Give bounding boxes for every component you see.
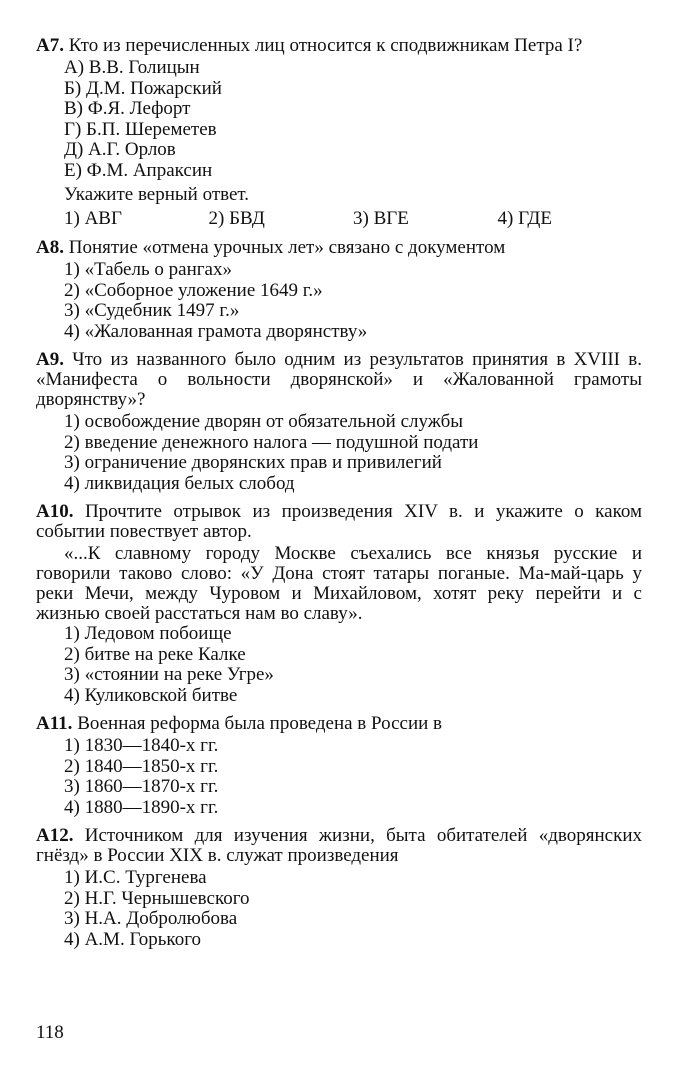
- option: 3) «Судебник 1497 г.»: [64, 300, 240, 321]
- option: Е) Ф.М. Апраксин: [64, 159, 213, 181]
- option: 4) ликвидация белых слобод: [64, 472, 295, 494]
- option: 1) Ледовом побоище: [64, 623, 232, 644]
- option-list: [64, 412, 642, 494]
- question-number: А10.: [36, 501, 74, 522]
- question-stem: [36, 826, 642, 866]
- question-a11: [36, 714, 642, 818]
- answer-choice: 2) БВД: [208, 208, 265, 229]
- question-a12: [36, 826, 642, 950]
- question-stem: [36, 350, 642, 410]
- question-text: Что из названного было одним из результатов принятия в XVIII в. «Манифеста о вольности дворянской» и «Жалованной грамоты дворянству»?: [36, 349, 642, 410]
- option-list: [64, 736, 642, 818]
- option: 4) 1880—1890-х гг.: [64, 796, 219, 818]
- option: 1) освобождение дворян от обязательной службы: [64, 411, 464, 432]
- answer-choice: 4) ГДЕ: [497, 208, 552, 229]
- source-quote: «...К славному городу Москве съехались все князья русские и говорили таково слово: «У Дона стоят татары поганые. Ма-май-царь у реки Мечи, между Чуровом и Михайловом, хотят реку перейти и с жизнью своей расстаться нам во славу».: [36, 543, 642, 624]
- option: Г) Б.П. Шереметев: [64, 118, 217, 140]
- option: 3) Н.А. Добролюбова: [64, 908, 238, 929]
- option-list: [64, 624, 642, 706]
- option: 3) ограничение дворянских прав и привилегий: [64, 452, 442, 473]
- question-number: А8.: [36, 237, 64, 258]
- question-a10: [36, 502, 642, 706]
- option: 4) А.М. Горького: [64, 928, 202, 950]
- option: 2) 1840—1850-х гг.: [64, 755, 219, 777]
- question-number: А9.: [36, 349, 64, 370]
- question-text: Кто из перечисленных лиц относится к сподвижникам Петра I?: [68, 35, 583, 56]
- question-a9: [36, 350, 642, 494]
- option-list: [64, 260, 642, 342]
- answer-choice: 1) АВГ: [64, 208, 122, 229]
- option: 3) 1860—1870-х гг.: [64, 776, 219, 797]
- question-a7: [36, 36, 642, 230]
- question-stem: [36, 714, 642, 734]
- question-text: Военная реформа была проведена в России в: [77, 713, 443, 734]
- option: 4) Куликовской битве: [64, 684, 238, 706]
- option: 1) «Табель о рангах»: [64, 259, 232, 280]
- question-text: Источником для изучения жизни, быта обитателей «дворянских гнёзд» в России XIX в. служат произведения: [36, 825, 642, 866]
- question-stem: [36, 238, 642, 258]
- question-number: А12.: [36, 825, 74, 846]
- answer-choice: 3) ВГЕ: [353, 208, 409, 229]
- option-list: [64, 58, 642, 181]
- option: Б) Д.М. Пожарский: [64, 77, 222, 99]
- option: Д) А.Г. Орлов: [64, 139, 176, 160]
- option: 2) введение денежного налога — подушной подати: [64, 431, 479, 453]
- page-number: 118: [36, 1022, 64, 1043]
- option: 2) «Соборное уложение 1649 г.»: [64, 279, 323, 301]
- option: 2) Н.Г. Чернышевского: [64, 887, 250, 909]
- option-list: [64, 868, 642, 950]
- question-number: А11.: [36, 713, 73, 734]
- page-content: [36, 36, 642, 958]
- option: А) В.В. Голицын: [64, 57, 200, 78]
- option: 2) битве на реке Калке: [64, 643, 246, 665]
- question-number: А7.: [36, 35, 64, 56]
- question-stem: [36, 36, 642, 56]
- option: 4) «Жалованная грамота дворянству»: [64, 320, 368, 342]
- question-text: Понятие «отмена урочных лет» связано с документом: [68, 237, 506, 258]
- question-a8: [36, 238, 642, 342]
- option: 3) «стоянии на реке Угре»: [64, 664, 274, 685]
- option: 1) 1830—1840-х гг.: [64, 735, 219, 756]
- option: В) Ф.Я. Лефорт: [64, 98, 191, 119]
- option: 1) И.С. Тургенева: [64, 867, 207, 888]
- answer-choices: [64, 208, 642, 230]
- question-text: Прочтите отрывок из произведения XIV в. и укажите о каком событии повествует автор.: [36, 501, 642, 542]
- question-stem: [36, 502, 642, 542]
- instruction-note: Укажите верный ответ.: [64, 184, 250, 205]
